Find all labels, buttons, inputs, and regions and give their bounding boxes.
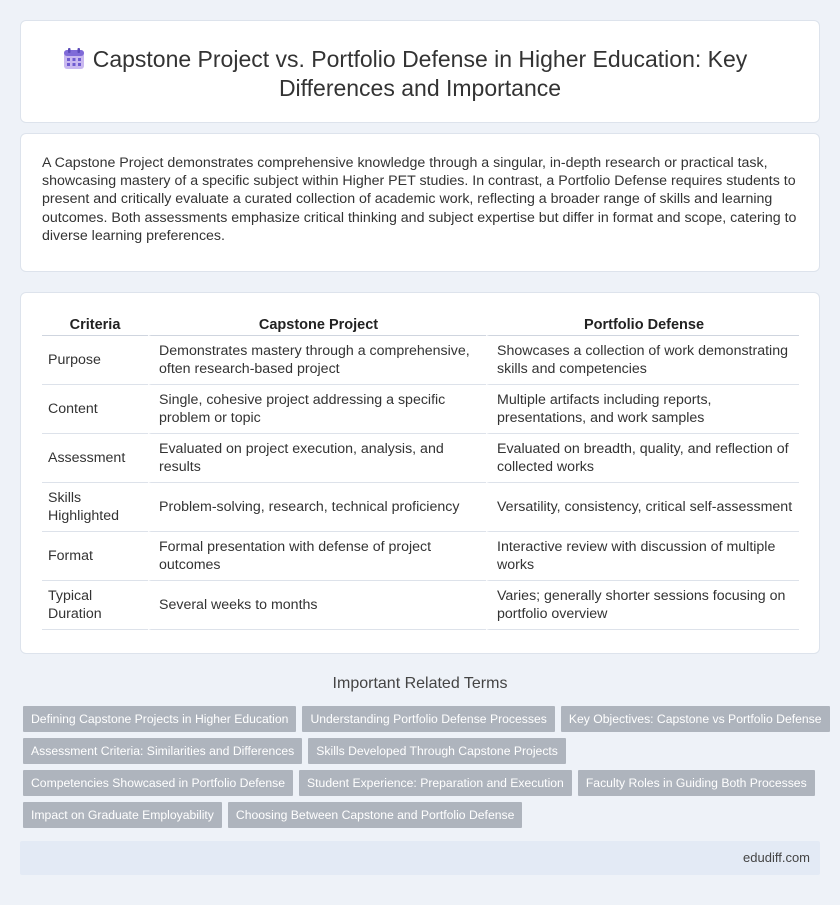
related-terms-list [23, 706, 823, 834]
table-row [42, 385, 799, 434]
comparison-table [42, 314, 799, 630]
portfolio-cell: Evaluated on breadth, quality, and reflection of collected works [486, 434, 799, 483]
header-portfolio: Portfolio Defense [486, 314, 799, 336]
related-term-tag[interactable]: Key Objectives: Capstone vs Portfolio Defense [561, 706, 830, 732]
table-row [42, 483, 799, 532]
tag-row [23, 738, 823, 764]
criteria-cell: Typical Duration [42, 581, 148, 630]
comparison-card [20, 292, 820, 654]
tag-row [23, 706, 823, 732]
related-term-tag[interactable]: Skills Developed Through Capstone Projects [308, 738, 566, 764]
portfolio-cell: Showcases a collection of work demonstrating skills and competencies [486, 336, 799, 385]
table-row [42, 434, 799, 483]
criteria-cell: Format [42, 532, 148, 581]
portfolio-cell: Multiple artifacts including reports, presentations, and work samples [486, 385, 799, 434]
related-term-tag[interactable]: Impact on Graduate Employability [23, 802, 222, 828]
header-criteria: Criteria [42, 314, 148, 336]
related-term-tag[interactable]: Choosing Between Capstone and Portfolio Defense [228, 802, 522, 828]
capstone-cell: Problem-solving, research, technical proficiency [148, 483, 486, 532]
criteria-cell: Skills Highlighted [42, 483, 148, 532]
intro-paragraph: A Capstone Project demonstrates comprehensive knowledge through a singular, in-depth research or practical task, showcasing mastery of a specific subject within Higher PET studies. In contrast, a Portfolio Defense requires students to present and critically evaluate a curated collection of academic work, reflecting a broader range of skills and learning outcomes. Both assessments emphasize critical thinking and subject expertise but differ in format and scope, catering to diverse learning preferences. [42, 155, 797, 244]
related-term-tag[interactable]: Defining Capstone Projects in Higher Education [23, 706, 296, 732]
intro-card [20, 133, 820, 272]
portfolio-cell: Interactive review with discussion of multiple works [486, 532, 799, 581]
portfolio-cell: Varies; generally shorter sessions focusing on portfolio overview [486, 581, 799, 630]
criteria-cell: Purpose [42, 336, 148, 385]
portfolio-cell: Versatility, consistency, critical self-assessment [486, 483, 799, 532]
related-term-tag[interactable]: Understanding Portfolio Defense Processes [302, 706, 554, 732]
capstone-cell: Demonstrates mastery through a comprehensive, often research-based project [148, 336, 486, 385]
page-title: Capstone Project vs. Portfolio Defense in Higher Education: Key Differences and Importance [92, 46, 748, 101]
table-row [42, 336, 799, 385]
related-term-tag[interactable]: Assessment Criteria: Similarities and Differences [23, 738, 302, 764]
tag-row [23, 802, 823, 828]
tag-row [23, 770, 823, 796]
table-row [42, 581, 799, 630]
capstone-cell: Formal presentation with defense of project outcomes [148, 532, 486, 581]
capstone-cell: Several weeks to months [148, 581, 486, 630]
table-row [42, 532, 799, 581]
related-term-tag[interactable]: Faculty Roles in Guiding Both Processes [578, 770, 815, 796]
criteria-cell: Content [42, 385, 148, 434]
criteria-cell: Assessment [42, 434, 148, 483]
title-card [20, 20, 820, 123]
related-terms-title: Important Related Terms [332, 675, 508, 692]
footer-site-link[interactable]: edudiff.com [743, 850, 810, 865]
related-term-tag[interactable]: Student Experience: Preparation and Execution [299, 770, 572, 796]
capstone-cell: Single, cohesive project addressing a specific problem or topic [148, 385, 486, 434]
footer [20, 841, 820, 875]
header-capstone: Capstone Project [148, 314, 486, 336]
related-term-tag[interactable]: Competencies Showcased in Portfolio Defense [23, 770, 293, 796]
capstone-cell: Evaluated on project execution, analysis, and results [148, 434, 486, 483]
table-header-row [42, 314, 799, 336]
